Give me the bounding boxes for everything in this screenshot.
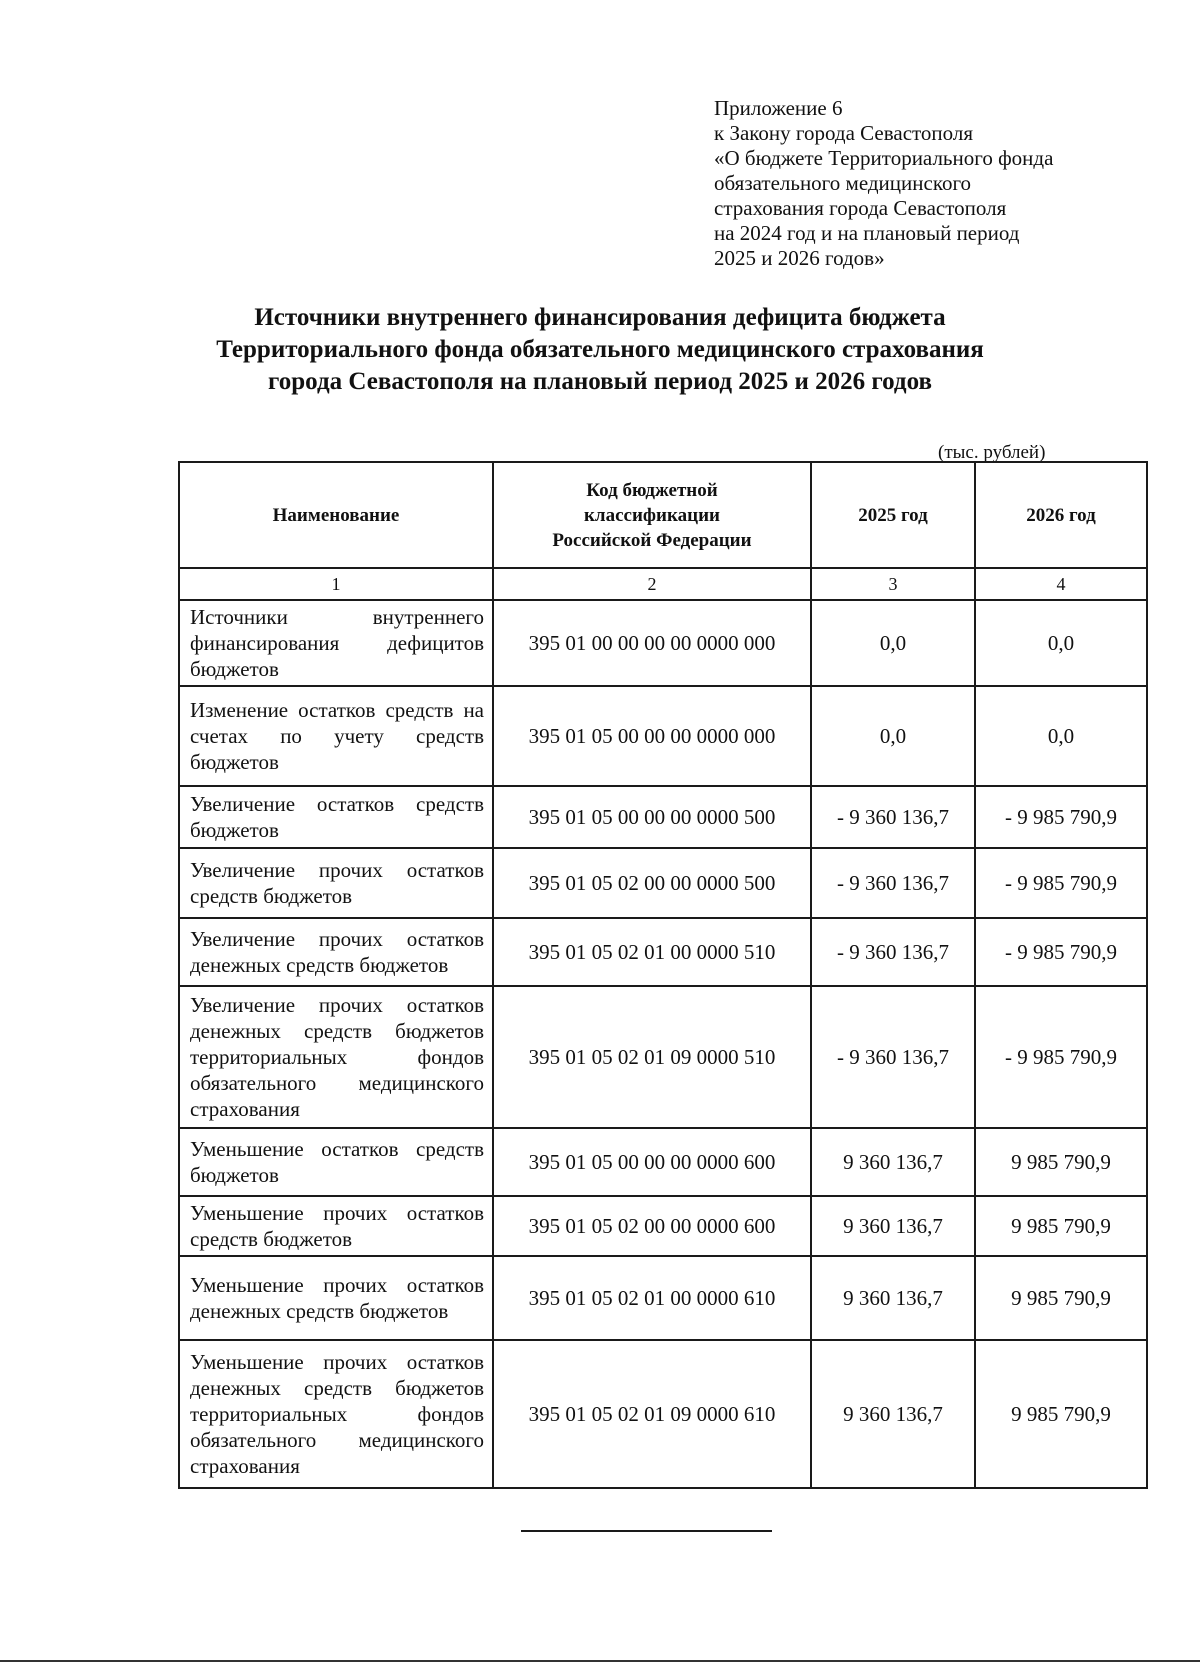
header-row xyxy=(179,462,1147,568)
header-2025: 2025 год xyxy=(811,462,975,568)
table-row xyxy=(179,686,1147,786)
table-row xyxy=(179,1196,1147,1256)
row-2025: 0,0 xyxy=(811,686,975,786)
header-2026: 2026 год xyxy=(975,462,1147,568)
row-name: Увеличение прочих остатков денежных средств бюджетов территориальных фондов обязательного медицинского страхования xyxy=(179,986,493,1128)
row-2025: - 9 360 136,7 xyxy=(811,918,975,986)
appendix-line: 2025 и 2026 годов» xyxy=(714,246,885,270)
row-2026: 0,0 xyxy=(975,686,1147,786)
row-2026: 0,0 xyxy=(975,600,1147,686)
row-2026: - 9 985 790,9 xyxy=(975,786,1147,848)
row-2025: 9 360 136,7 xyxy=(811,1340,975,1488)
scan-edge-line xyxy=(0,1660,1200,1662)
document-title xyxy=(100,302,1100,398)
row-2026: 9 985 790,9 xyxy=(975,1256,1147,1340)
col-number: 2 xyxy=(493,568,811,600)
row-code: 395 01 05 00 00 00 0000 600 xyxy=(493,1128,811,1196)
row-2026: 9 985 790,9 xyxy=(975,1128,1147,1196)
row-name: Увеличение прочих остатков денежных средств бюджетов xyxy=(179,918,493,986)
row-code: 395 01 00 00 00 00 0000 000 xyxy=(493,600,811,686)
col-number: 4 xyxy=(975,568,1147,600)
row-2026: 9 985 790,9 xyxy=(975,1340,1147,1488)
row-code: 395 01 05 02 00 00 0000 500 xyxy=(493,848,811,918)
row-2025: - 9 360 136,7 xyxy=(811,848,975,918)
header-code xyxy=(493,462,811,568)
row-name: Уменьшение прочих остатков денежных средств бюджетов территориальных фондов обязательного медицинского страхования xyxy=(179,1340,493,1488)
table-row xyxy=(179,918,1147,986)
row-code: 395 01 05 02 01 09 0000 610 xyxy=(493,1340,811,1488)
row-2025: 9 360 136,7 xyxy=(811,1196,975,1256)
financing-table xyxy=(178,461,1148,1489)
row-2025: 0,0 xyxy=(811,600,975,686)
table-row xyxy=(179,786,1147,848)
table-row xyxy=(179,848,1147,918)
header-name: Наименование xyxy=(179,462,493,568)
row-name: Уменьшение прочих остатков средств бюджетов xyxy=(179,1196,493,1256)
row-name: Увеличение остатков средств бюджетов xyxy=(179,786,493,848)
title-line: Источники внутреннего финансирования дефицита бюджета xyxy=(254,304,946,331)
appendix-block xyxy=(714,96,1154,271)
row-name: Изменение остатков средств на счетах по учету средств бюджетов xyxy=(179,686,493,786)
units-note: (тыс. рублей) xyxy=(938,442,1046,463)
appendix-line: Приложение 6 xyxy=(714,96,843,120)
row-code: 395 01 05 02 00 00 0000 600 xyxy=(493,1196,811,1256)
row-code: 395 01 05 02 01 00 0000 510 xyxy=(493,918,811,986)
row-2025: - 9 360 136,7 xyxy=(811,786,975,848)
row-name: Источники внутреннего финансирования дефицитов бюджетов xyxy=(179,600,493,686)
row-code: 395 01 05 00 00 00 0000 500 xyxy=(493,786,811,848)
row-name: Уменьшение остатков средств бюджетов xyxy=(179,1128,493,1196)
row-2026: - 9 985 790,9 xyxy=(975,986,1147,1128)
row-2026: - 9 985 790,9 xyxy=(975,848,1147,918)
table-row xyxy=(179,1128,1147,1196)
row-code: 395 01 05 02 01 09 0000 510 xyxy=(493,986,811,1128)
table-row xyxy=(179,986,1147,1128)
table-row xyxy=(179,1340,1147,1488)
row-code: 395 01 05 02 01 00 0000 610 xyxy=(493,1256,811,1340)
row-name: Увеличение прочих остатков средств бюджетов xyxy=(179,848,493,918)
row-2025: 9 360 136,7 xyxy=(811,1256,975,1340)
appendix-line: к Закону города Севастополя xyxy=(714,121,974,145)
table-row xyxy=(179,1256,1147,1340)
closing-rule xyxy=(521,1530,772,1532)
col-number: 1 xyxy=(179,568,493,600)
appendix-line: страхования города Севастополя xyxy=(714,196,1007,220)
col-number: 3 xyxy=(811,568,975,600)
row-2026: - 9 985 790,9 xyxy=(975,918,1147,986)
appendix-line: обязательного медицинского xyxy=(714,171,972,195)
appendix-line: на 2024 год и на плановый период xyxy=(714,221,1020,245)
row-2025: - 9 360 136,7 xyxy=(811,986,975,1128)
column-number-row xyxy=(179,568,1147,600)
row-2025: 9 360 136,7 xyxy=(811,1128,975,1196)
row-2026: 9 985 790,9 xyxy=(975,1196,1147,1256)
row-name: Уменьшение прочих остатков денежных средств бюджетов xyxy=(179,1256,493,1340)
title-line: города Севастополя на плановый период 2025 и 2026 годов xyxy=(268,368,932,395)
appendix-line: «О бюджете Территориального фонда xyxy=(714,146,1054,170)
header-code-text: Код бюджетной классификации Российской Федерации xyxy=(552,479,752,551)
table-row xyxy=(179,600,1147,686)
row-code: 395 01 05 00 00 00 0000 000 xyxy=(493,686,811,786)
title-line: Территориального фонда обязательного медицинского страхования xyxy=(216,336,984,363)
